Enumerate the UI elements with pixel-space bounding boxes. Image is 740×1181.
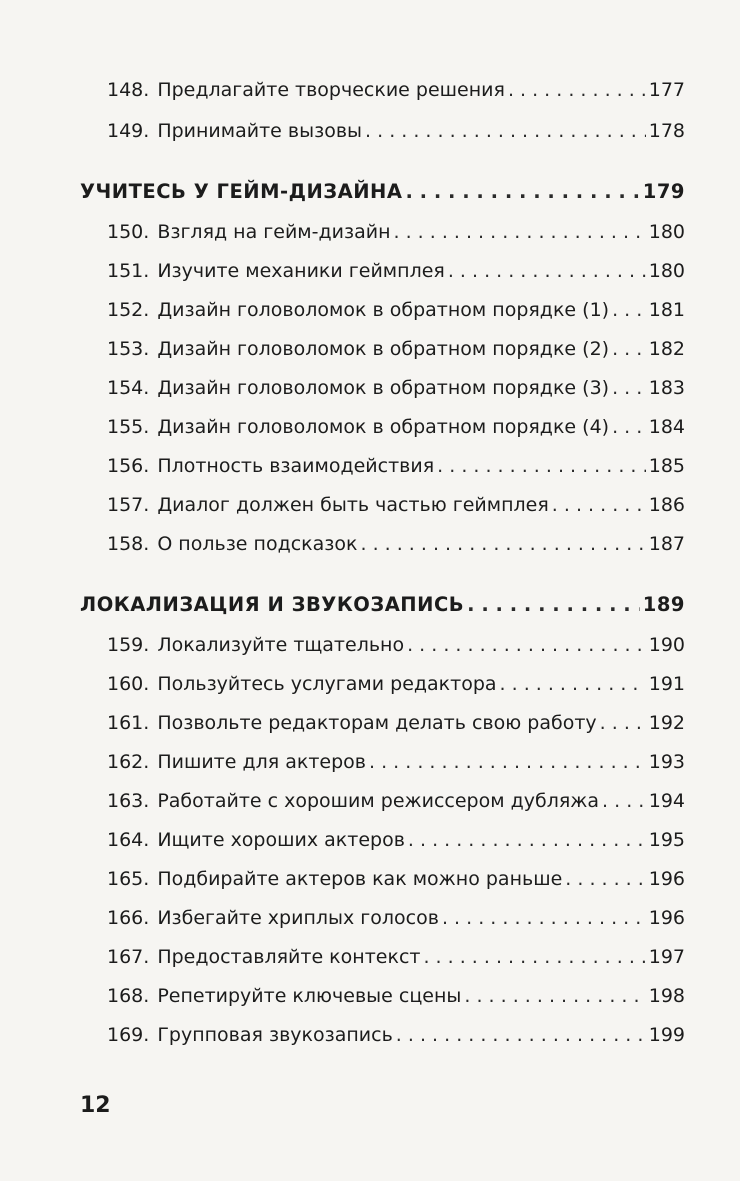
toc-page-number: 190 <box>648 634 685 656</box>
toc-entry <box>107 633 685 657</box>
toc-page-number: 196 <box>648 907 685 929</box>
toc-page-number: 199 <box>648 1024 685 1046</box>
toc-entry-title: Пишите для актеров <box>157 751 366 773</box>
dot-leader <box>552 493 646 517</box>
toc-entry <box>107 828 685 852</box>
toc-entry-title: Пользуйтесь услугами редактора <box>157 673 497 695</box>
toc-page-number: 184 <box>648 416 685 438</box>
dot-leader <box>423 945 645 969</box>
toc-page-number: 193 <box>648 751 685 773</box>
toc-entry-title: Изучите механики геймплея <box>157 260 445 282</box>
toc-page-number: 186 <box>648 494 685 516</box>
toc-section-heading <box>80 593 685 617</box>
toc-section-heading <box>80 180 685 204</box>
toc-entry-title: Предоставляйте контекст <box>157 946 421 968</box>
dot-leader <box>500 672 646 696</box>
dot-leader <box>369 750 646 774</box>
dot-leader <box>612 415 646 439</box>
dot-leader <box>360 532 645 556</box>
toc-entry-title: Подбирайте актеров как можно раньше <box>157 868 563 890</box>
toc-entry-title: Взгляд на гейм-дизайн <box>157 221 391 243</box>
toc-entry-title: Принимайте вызовы <box>157 120 363 142</box>
toc-entry-number: 163. <box>107 790 150 812</box>
toc-entry-title: Предлагайте творческие решения <box>157 79 505 101</box>
toc-entry-number: 154. <box>107 377 150 399</box>
toc-entry-title: Позвольте редакторам делать свою работу <box>157 712 597 734</box>
toc-page-number: 180 <box>648 221 685 243</box>
dot-leader <box>448 259 646 283</box>
toc-entry-number: 150. <box>107 221 150 243</box>
toc-page-number: 192 <box>648 712 685 734</box>
toc-entry <box>107 454 685 478</box>
dot-leader <box>612 298 646 322</box>
dot-leader <box>600 711 646 735</box>
toc-entry <box>107 119 685 143</box>
toc-entry <box>107 337 685 361</box>
dot-leader <box>437 454 646 478</box>
toc-entry-title: Дизайн головоломок в обратном порядке (1) <box>157 299 610 321</box>
toc-entry-number: 157. <box>107 494 150 516</box>
toc-entry-title: Репетируйте ключевые сцены <box>157 985 462 1007</box>
toc-entry <box>107 532 685 556</box>
toc-entry-number: 156. <box>107 455 150 477</box>
toc-page-number: 178 <box>648 120 685 142</box>
dot-leader <box>602 789 646 813</box>
toc-entry-title: Локализуйте тщательно <box>157 634 405 656</box>
toc-entry-number: 152. <box>107 299 150 321</box>
toc-entry-number: 158. <box>107 533 150 555</box>
toc-entry-number: 166. <box>107 907 150 929</box>
toc-entry-number: 168. <box>107 985 150 1007</box>
dot-leader <box>565 867 645 891</box>
toc-entry <box>107 945 685 969</box>
toc-entry <box>107 750 685 774</box>
dot-leader <box>365 119 646 143</box>
toc-entry <box>107 984 685 1008</box>
toc-entry <box>107 867 685 891</box>
toc-page-number: 185 <box>648 455 685 477</box>
toc-page-number: 191 <box>648 673 685 695</box>
toc-entry-title: Дизайн головоломок в обратном порядке (4) <box>157 416 610 438</box>
toc-entry <box>107 298 685 322</box>
toc-page-number: 183 <box>648 377 685 399</box>
dot-leader <box>408 828 646 852</box>
toc-entry-title: Дизайн головоломок в обратном порядке (3) <box>157 377 610 399</box>
toc-page-number: 177 <box>648 79 685 101</box>
toc-page-number: 182 <box>648 338 685 360</box>
dot-leader <box>407 633 646 657</box>
section-title: УЧИТЕСЬ У ГЕЙМ-ДИЗАЙНА <box>80 180 403 203</box>
toc-page-number: 198 <box>648 985 685 1007</box>
toc-entry-title: Ищите хороших актеров <box>157 829 405 851</box>
toc-entry <box>107 672 685 696</box>
dot-leader <box>394 220 646 244</box>
toc-entry-number: 167. <box>107 946 150 968</box>
toc-entry-number: 169. <box>107 1024 150 1046</box>
toc-page-number: 181 <box>648 299 685 321</box>
toc-entry-title: Дизайн головоломок в обратном порядке (2) <box>157 338 610 360</box>
toc-entry-title: О пользе подсказок <box>157 533 358 555</box>
toc-entry <box>107 78 685 102</box>
dot-leader <box>612 376 646 400</box>
toc-entry-number: 164. <box>107 829 150 851</box>
toc-entry <box>107 1023 685 1047</box>
dot-leader <box>396 1023 646 1047</box>
dot-leader <box>612 337 646 361</box>
toc-entry <box>107 711 685 735</box>
toc-entry-title: Избегайте хриплых голосов <box>157 907 439 929</box>
toc-entry-title: Работайте с хорошим режиссером дубляжа <box>157 790 600 812</box>
toc-entry <box>107 493 685 517</box>
toc-page-number: 180 <box>648 260 685 282</box>
toc-entry-number: 162. <box>107 751 150 773</box>
toc-entry-number: 149. <box>107 120 150 142</box>
toc-entry-title: Плотность взаимодействия <box>157 455 435 477</box>
toc-page-number: 197 <box>648 946 685 968</box>
toc-entry <box>107 906 685 930</box>
toc-entry-number: 160. <box>107 673 150 695</box>
toc-entry <box>107 376 685 400</box>
toc-entry-title: Диалог должен быть частью геймплея <box>157 494 549 516</box>
toc-entry <box>107 259 685 283</box>
page-number: 12 <box>80 1093 111 1118</box>
toc-page-number: 195 <box>648 829 685 851</box>
toc-entry-number: 159. <box>107 634 150 656</box>
dot-leader <box>442 906 646 930</box>
toc-entry-number: 153. <box>107 338 150 360</box>
dot-leader <box>405 180 639 204</box>
toc-entry-number: 161. <box>107 712 150 734</box>
toc-entry-number: 151. <box>107 260 150 282</box>
section-title: ЛОКАЛИЗАЦИЯ И ЗВУКОЗАПИСЬ <box>80 593 465 616</box>
toc-page-number: 194 <box>648 790 685 812</box>
toc-entry-number: 148. <box>107 79 150 101</box>
toc-entry-number: 155. <box>107 416 150 438</box>
dot-leader <box>467 593 640 617</box>
toc-page-number: 196 <box>648 868 685 890</box>
toc-entry-number: 165. <box>107 868 150 890</box>
toc-entry <box>107 220 685 244</box>
toc-entry <box>107 415 685 439</box>
toc-entry <box>107 789 685 813</box>
dot-leader <box>508 78 646 102</box>
toc-entry-title: Групповая звукозапись <box>157 1024 393 1046</box>
toc-page-number: 179 <box>642 180 685 203</box>
toc-page-number: 189 <box>642 593 685 616</box>
toc-page-number: 187 <box>648 533 685 555</box>
dot-leader <box>464 984 645 1008</box>
